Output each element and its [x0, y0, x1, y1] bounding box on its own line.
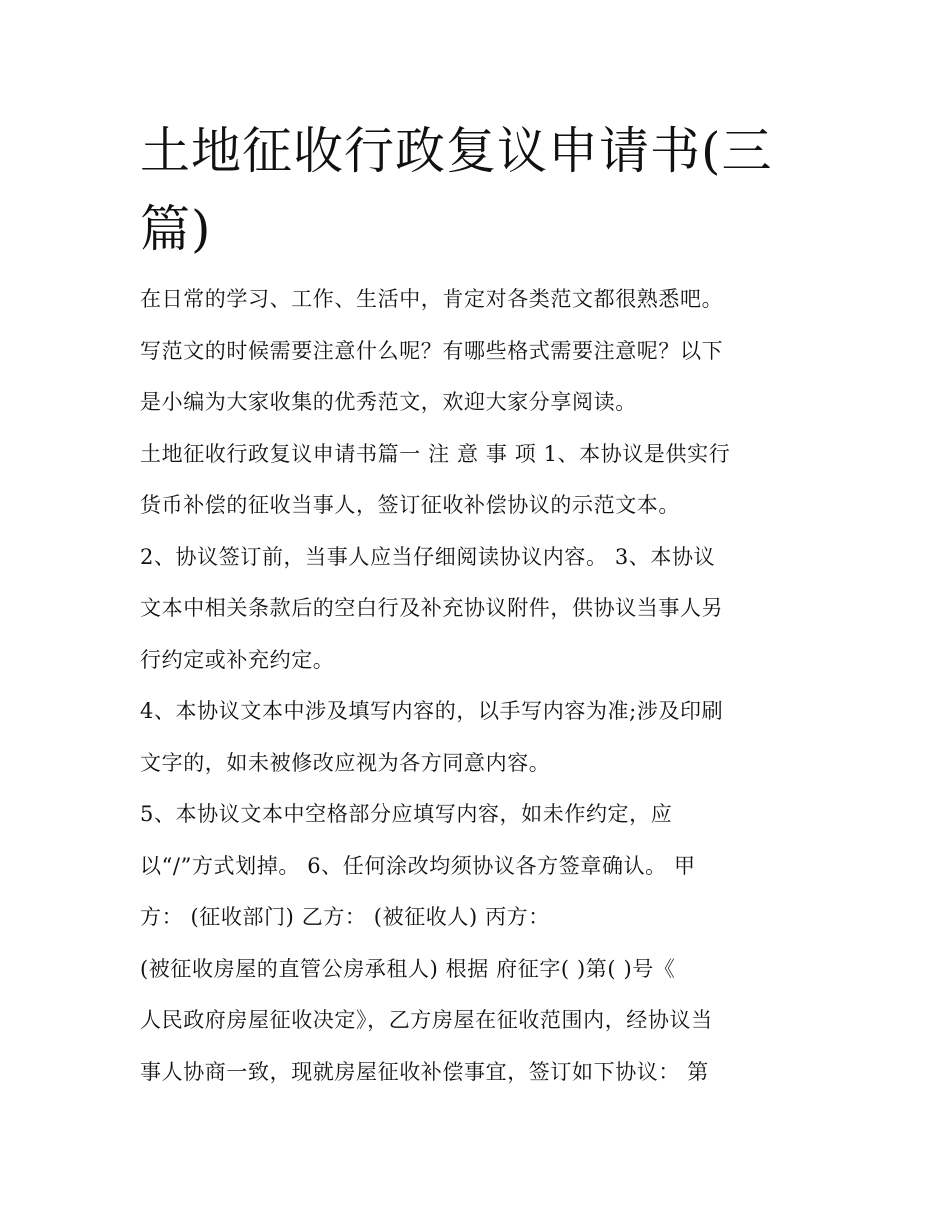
- body-line: 在日常的学习、工作、生活中，肯定对各类范文都很熟悉吧。: [140, 287, 724, 311]
- body-line: 4、本协议文本中涉及填写内容的，以手写内容为准;涉及印刷: [140, 699, 724, 723]
- body-line: 人民政府房屋征收决定》，乙方房屋在征收范围内，经协议当: [140, 1008, 713, 1032]
- body-line: 货币补偿的征收当事人，签订征收补偿协议的示范文本。: [140, 493, 680, 517]
- body-line: 事人协商一致，现就房屋征收补偿事宜，签订如下协议： 第: [140, 1059, 709, 1084]
- body-line: 行约定或补充约定。: [140, 647, 335, 672]
- title-line: 土地征收行政复议申请书(三: [140, 122, 773, 180]
- body-line: 是小编为大家收集的优秀范文，欢迎大家分享阅读。: [140, 390, 637, 414]
- body-line: 以“/”方式划掉。 6、任何涂改均须协议各方签章确认。 甲: [140, 853, 696, 878]
- body-line: 写范文的时候需要注意什么呢？有哪些格式需要注意呢？以下: [140, 338, 724, 363]
- body-line: 2、协议签订前，当事人应当仔细阅读协议内容。 3、本协议: [140, 544, 716, 569]
- body-line: 文本中相关条款后的空白行及补充协议附件，供协议当事人另: [140, 596, 724, 620]
- document-body: [140, 274, 830, 1098]
- body-line: 文字的，如未被修改应视为各方同意内容。: [140, 750, 551, 775]
- body-line: 5、本协议文本中空格部分应填写内容，如未作约定，应: [140, 802, 673, 826]
- title-line: 篇): [140, 200, 212, 258]
- body-line: 方： (征收部门) 乙方： (被征收人) 丙方：: [140, 905, 550, 929]
- body-line: (被征收房屋的直管公房承租人) 根据 府征字( )第( )号《: [140, 956, 676, 981]
- body-line: 土地征收行政复议申请书篇一 注 意 事 项 1、本协议是供实行: [140, 441, 731, 466]
- document-title: [140, 112, 800, 268]
